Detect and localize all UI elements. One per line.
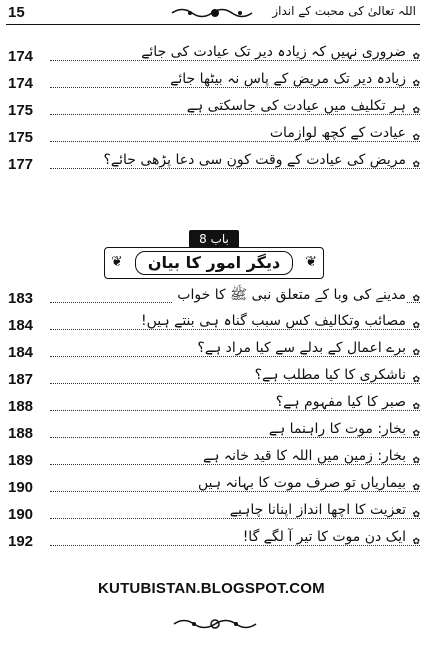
list-item[interactable] (8, 44, 420, 71)
bullet-icon: ✿ (412, 456, 420, 466)
bullet-icon: ✿ (412, 348, 420, 358)
toc-title: ناشکری کا کیا مطلب ہے؟ (251, 367, 406, 383)
toc-title: مدینے کی وبا کے متعلق نبی ﷺ کا خواب (173, 286, 406, 306)
toc-list-bottom (8, 286, 420, 556)
list-item[interactable] (8, 98, 420, 125)
toc-title: زیادہ دیر تک مریض کے پاس نہ بیٹھا جائے (166, 71, 406, 87)
toc-list-top (8, 44, 420, 179)
toc-page: 184 (8, 344, 34, 361)
toc-title: مریض کی عیادت کے وقت کون سی دعا پڑھی جائے؟ (99, 152, 406, 168)
toc-page: 188 (8, 425, 34, 442)
list-item[interactable] (8, 529, 420, 556)
toc-title: تعزیت کا اچھا انداز اپنانا چاہیے (226, 502, 406, 518)
toc-page: 174 (8, 75, 34, 92)
toc-page: 175 (8, 102, 34, 119)
bullet-icon: ✿ (412, 510, 420, 520)
list-item[interactable] (8, 313, 420, 340)
toc-page: 175 (8, 129, 34, 146)
chapter-badge: باب 8 (189, 230, 239, 248)
toc-title: بخار: زمین میں اللہ کا قید خانہ ہے (199, 448, 406, 464)
list-item[interactable] (8, 448, 420, 475)
bullet-icon: ✿ (412, 375, 420, 385)
chapter-title-frame (104, 247, 324, 279)
chapter-title: دیگر امور کا بیان (135, 251, 293, 275)
ornament-icon: ❦ (305, 254, 317, 270)
bullet-icon: ✿ (412, 133, 420, 143)
bullet-icon: ✿ (412, 402, 420, 412)
watermark-text: KUTUBISTAN.BLOGSPOT.COM (98, 580, 325, 597)
toc-page: 184 (8, 317, 34, 334)
bullet-icon: ✿ (412, 79, 420, 89)
bullet-icon: ✿ (412, 106, 420, 116)
toc-page: 189 (8, 452, 34, 469)
toc-page: 192 (8, 533, 34, 550)
page-number: 15 (8, 4, 25, 21)
header-rule (6, 24, 420, 25)
list-item[interactable] (8, 71, 420, 98)
bullet-icon: ✿ (412, 483, 420, 493)
header-ornament-icon (170, 6, 260, 20)
footer-ornament-icon (170, 615, 260, 633)
list-item[interactable] (8, 152, 420, 179)
toc-page: 177 (8, 156, 34, 173)
ornament-icon: ❦ (111, 254, 123, 270)
toc-page: 190 (8, 506, 34, 523)
toc-title: عیادت کے کچھ لوازمات (266, 125, 406, 141)
toc-page: 187 (8, 371, 34, 388)
bullet-icon: ✿ (412, 160, 420, 170)
toc-title: ہر تکلیف میں عیادت کی جاسکتی ہے (183, 98, 406, 114)
list-item[interactable] (8, 421, 420, 448)
toc-page: 183 (8, 290, 34, 307)
bullet-icon: ✿ (412, 294, 420, 304)
bullet-icon: ✿ (412, 321, 420, 331)
running-title: اللہ تعالیٰ کی محبت کے انداز (272, 4, 416, 18)
list-item[interactable] (8, 502, 420, 529)
toc-title: مصائب وتکالیف کس سبب گناہ ہی بنتے ہیں! (137, 313, 406, 329)
list-item[interactable] (8, 125, 420, 152)
toc-page: 190 (8, 479, 34, 496)
toc-title: ضروری نہیں کہ زیادہ دیر تک عیادت کی جائے (137, 44, 406, 60)
bullet-icon: ✿ (412, 537, 420, 547)
toc-title: ایک دن موت کا تیر آ لگے گا! (239, 529, 406, 545)
bullet-icon: ✿ (412, 429, 420, 439)
toc-page: 174 (8, 48, 34, 65)
toc-title: صبر کا کیا مفہوم ہے؟ (272, 394, 406, 410)
toc-title: بیماریاں تو صرف موت کا بہانہ ہیں (194, 475, 406, 491)
list-item[interactable] (8, 286, 420, 313)
list-item[interactable] (8, 367, 420, 394)
toc-page: 188 (8, 398, 34, 415)
list-item[interactable] (8, 394, 420, 421)
list-item[interactable] (8, 340, 420, 367)
toc-title: برے اعمال کے بدلے سے کیا مراد ہے؟ (193, 340, 406, 356)
toc-title: بخار: موت کا راہنما ہے (265, 421, 406, 437)
bullet-icon: ✿ (412, 52, 420, 62)
list-item[interactable] (8, 475, 420, 502)
